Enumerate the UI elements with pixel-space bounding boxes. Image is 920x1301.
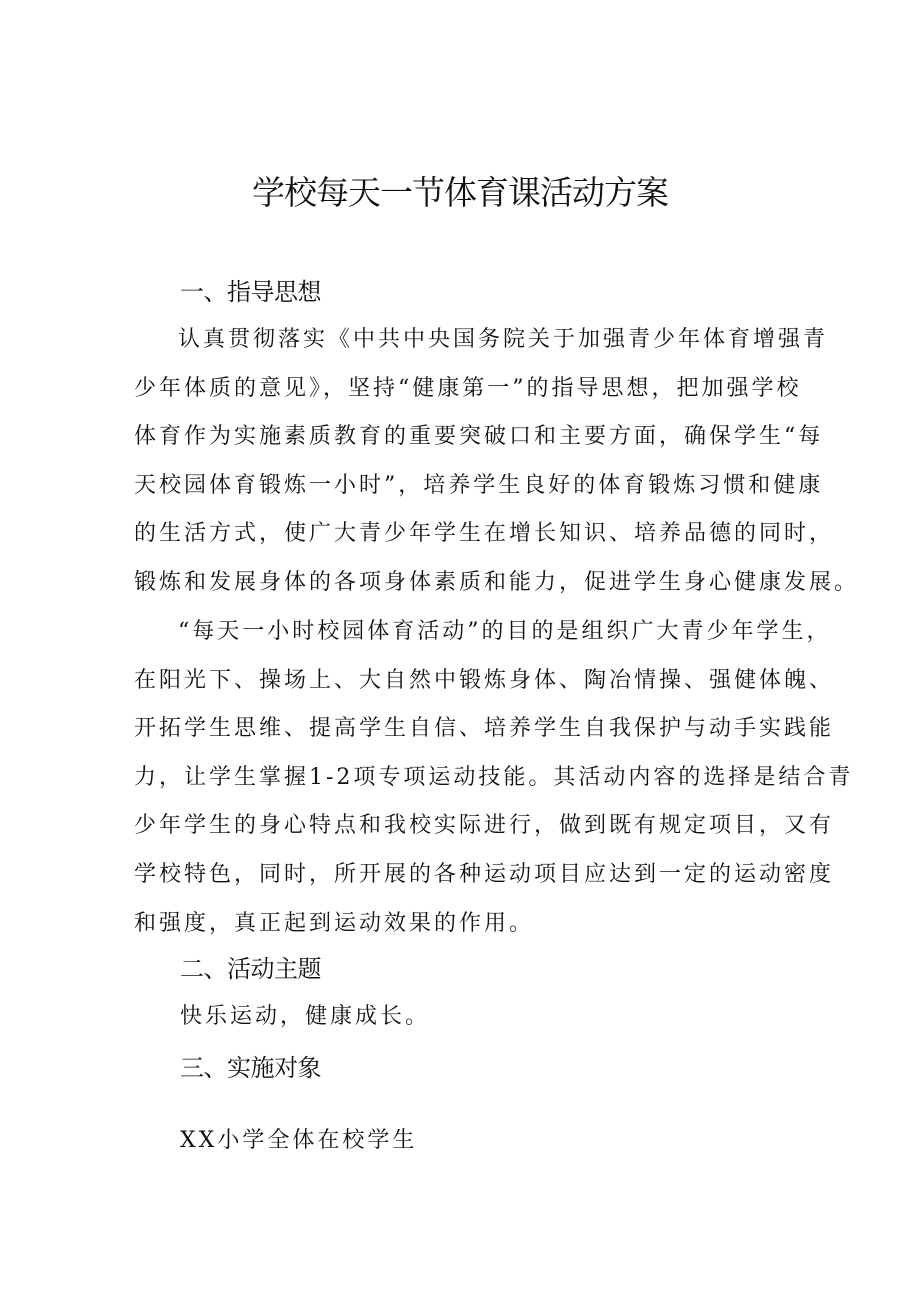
paragraph-line: 天校园体育锻炼一小时”，培养学生良好的体育锻炼习惯和健康 (134, 472, 824, 498)
paragraph-line: 体育作为实施素质教育的重要突破口和主要方面，确保学生“每 (134, 424, 824, 450)
paragraph-guiding-ideology-2 (134, 608, 854, 948)
paragraph-line: 力，让学生掌握1-2项专项运动技能。其活动内容的选择是结合青 (134, 764, 854, 790)
paragraph-line: 在阳光下、操场上、大自然中锻炼身体、陶冶情操、强健体魄、 (134, 667, 835, 693)
target-group-text: XX小学全体在校学生 (180, 1128, 418, 1153)
paragraph-line: 开拓学生思维、提高学生自信、培养学生自我保护与动手实践能 (134, 716, 835, 742)
paragraph-line: 少年体质的意见》，坚持“健康第一”的指导思想，把加强学校 (134, 375, 802, 401)
section-heading-guiding-ideology: 一、指导思想 (180, 278, 321, 306)
paragraph-line: 和强度，真正起到运动效果的作用。 (134, 910, 535, 936)
paragraph-guiding-ideology-1 (134, 316, 860, 608)
section-heading-target-group: 三、实施对象 (180, 1054, 321, 1082)
activity-theme-text: 快乐运动，健康成长。 (180, 1004, 431, 1029)
section-heading-activity-theme: 二、活动主题 (180, 955, 321, 983)
paragraph-line: 学校特色，同时，所开展的各种运动项目应达到一定的运动密度 (134, 861, 835, 887)
paragraph-line: 少年学生的身心特点和我校实际进行，做到既有规定项目，又有 (134, 813, 835, 839)
paragraph-line: 认真贯彻落实《中共中央国务院关于加强青少年体育增强青 (178, 327, 829, 352)
document-title: 学校每天一节体育课活动方案 (252, 173, 668, 212)
paragraph-line: “每天一小时校园体育活动”的目的是组织广大青少年学生， (178, 619, 832, 644)
paragraph-line: 的生活方式，使广大青少年学生在增长知识、培养品德的同时， (134, 521, 835, 547)
paragraph-line: 锻炼和发展身体的各项身体素质和能力，促进学生身心健康发展。 (134, 569, 860, 595)
